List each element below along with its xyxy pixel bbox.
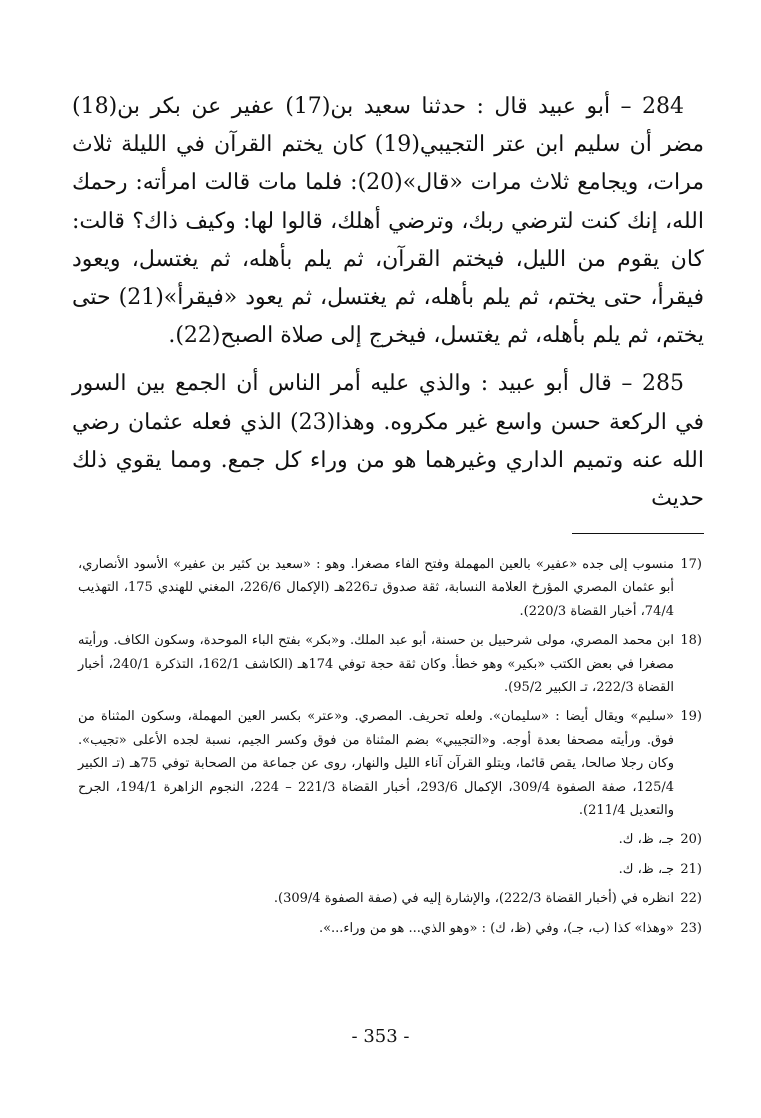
page-number: - 353 - <box>351 1026 410 1047</box>
footnote-text: «وهذا» كذا (ب، جـ)، وفي (ظ، ك) : «وهو الذي... هو من وراء...». <box>318 920 674 936</box>
footnote-21 <box>78 858 702 881</box>
footnote-23 <box>78 917 702 940</box>
footnote-20 <box>78 828 702 851</box>
footnote-text: منسوب إلى جده «عفير» بالعين المهملة وفتح الفاء مصغرا. وهو : «سعيد بن كثير بن عفير» الأسود الأنصاري، أبو عثمان المصري المؤرخ العلامة النسابة، ثقة صدوق تـ226هـ (الإكمال 226/6، المغني للهندي 175، التهذيب 74/4، أخبار القضاة 220/3). <box>78 557 675 619</box>
footnote-number: 19) <box>680 709 702 725</box>
footnote-separator <box>572 533 704 534</box>
footnote-text: انظره في (أخبار القضاة 222/3)، والإشارة إليه في (صفة الصفوة 309/4). <box>273 891 674 907</box>
paragraph-284: 284 – أبو عبيد قال : حدثنا سعيد بن(17) عفير عن بكر بن(18) مضر أن سليم ابن عتر التجيبي(19) كان يختم القرآن في الليلة ثلاث مرات، ويجامع ثلاث مرات «قال»(20): فلما مات قالت امرأته: رحمك الله، إنك كنت لترضي ربك، وترضي أهلك، قالوا لها: وكيف ذاك؟ قالت: كان يقوم من الليل، فيختم القرآن، ثم يلم بأهله، ثم يغتسل، ويعود فيقرأ، حتى يختم، ثم يلم بأهله، ثم يغتسل، ثم يعود «فيقرأ»(21) حتى يختم، ثم يلم بأهله، ثم يغتسل، فيخرج إلى صلاة الصبح(22). <box>72 94 704 349</box>
footnote-number: 21) <box>680 861 702 877</box>
footnote-text: جـ، ظ، ك. <box>618 861 674 877</box>
footnote-17 <box>78 553 702 623</box>
footnote-number: 20) <box>680 832 702 848</box>
footnote-number: 18) <box>680 633 702 649</box>
footnote-19 <box>78 705 702 822</box>
footnotes <box>78 553 702 946</box>
footnote-number: 17) <box>680 557 702 572</box>
footnote-text: ابن محمد المصري، مولى شرحبيل بن حسنة، أبو عبد الملك. و«بكر» بفتح الباء الموحدة، وسكون الكاف. ورأيته مصغرا في بعض الكتب «بكير» وهو خطأ. وكان ثقة حجة توفي 174هـ (الكاشف 162/1، التذكرة 240/1، أخبار القضاة 222/3، تـ الكبير 95/2). <box>78 633 675 696</box>
footnote-18 <box>78 629 702 699</box>
footnote-text: جـ، ظ، ك. <box>618 832 674 848</box>
paragraph-285: 285 – قال أبو عبيد : والذي عليه أمر الناس أن الجمع بين السور في الركعة حسن واسع غير مكروه. وهذا(23) الذي فعله عثمان رضي الله عنه وتميم الداري وغيرهما هو من وراء كل جمع. ومما يقوي ذلك حديث <box>72 371 704 512</box>
footnote-text: «سليم» ويقال أيضا : «سليمان». ولعله تحريف. المصري. و«عتر» بكسر العين المهملة، وسكون المثناة من فوق. ورأيته مصحفا بعدة أوجه. و«التجيبي» بضم المثناة من فوق وكسر الجيم، نسبة لجده الأعلى «تجيب». وكان رجلا صالحا، يقص قائما، ويتلو القرآن آناء الليل والنهار، روى عن جماعة من الصحابة توفي 75هـ (تـ الكبير 125/4، صفة الصفوة 309/4، الإكمال 293/6، أخبار القضاة 221/3 – 224، النجوم الزاهرة 194/1، الجرح والتعديل 211/4). <box>78 709 674 819</box>
footnote-number: 23) <box>680 920 702 936</box>
footnote-22 <box>78 887 702 910</box>
footnote-number: 22) <box>680 891 702 907</box>
main-text <box>72 88 704 518</box>
